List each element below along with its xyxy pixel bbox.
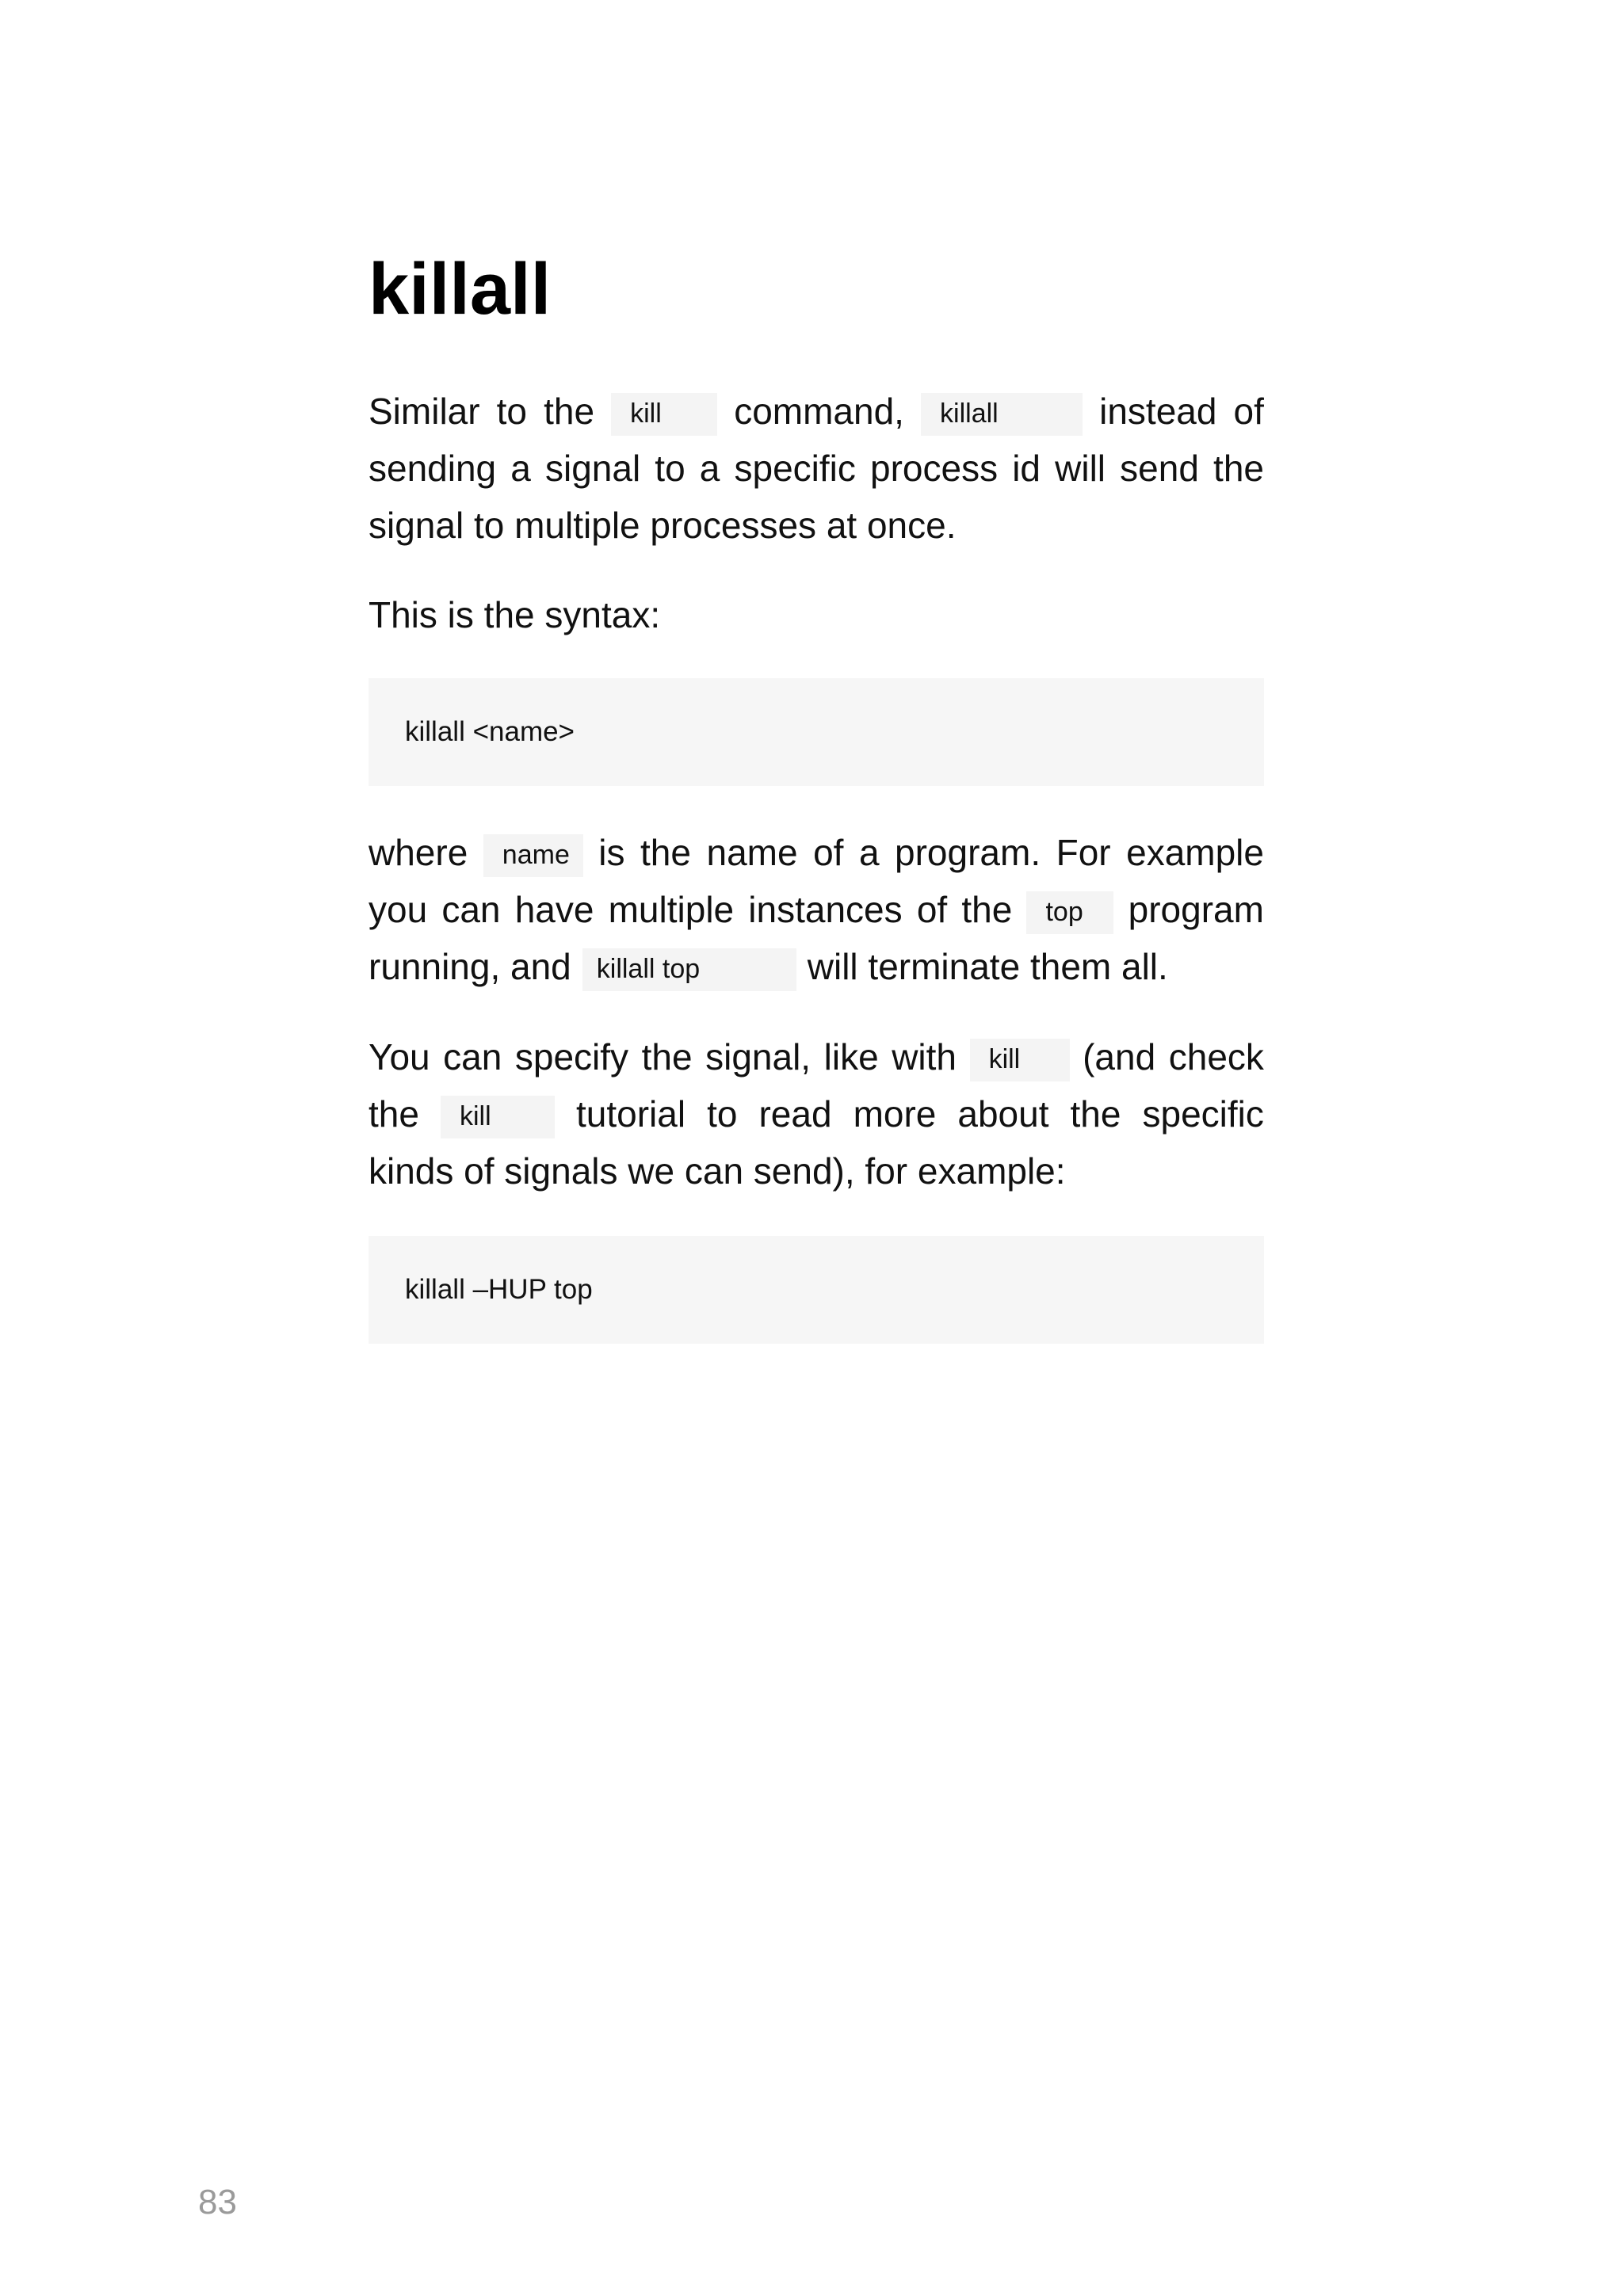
line-text: kinds of signals we can send), for example:	[369, 1150, 1066, 1192]
inline-code-name: name	[483, 834, 583, 877]
word: read	[758, 1093, 832, 1135]
inline-code-killall: killall	[921, 393, 1083, 436]
paragraph-intro	[369, 383, 1264, 554]
word: the	[1070, 1093, 1121, 1135]
word: tutorial	[575, 1093, 686, 1135]
word: specify	[514, 1036, 629, 1077]
word: have	[514, 889, 594, 930]
word: you	[369, 889, 428, 930]
inline-code-kill: kill	[441, 1096, 555, 1138]
paragraph-line	[369, 497, 1264, 554]
paragraph-line	[369, 824, 1264, 881]
inline-code-kill: kill	[970, 1039, 1070, 1081]
word: program	[1128, 889, 1264, 930]
word: name	[706, 832, 798, 873]
word: more	[853, 1093, 937, 1135]
inline-code-kill: kill	[611, 393, 717, 436]
page-number: 83	[198, 2183, 237, 2222]
code-text: killall <name>	[405, 716, 575, 747]
word: running, and	[369, 946, 571, 987]
word: the	[369, 1093, 419, 1135]
paragraph-syntax-intro	[369, 586, 1264, 643]
inline-code-killall-top: killall top	[582, 948, 796, 991]
page-content	[369, 246, 1264, 1305]
code-text: killall –HUP top	[405, 1274, 593, 1305]
word: example	[1126, 832, 1264, 873]
word: command,	[734, 391, 904, 432]
paragraph-signal	[369, 1028, 1264, 1199]
paragraph-line	[369, 938, 1264, 995]
word: check	[1168, 1036, 1264, 1077]
inline-code-top: top	[1026, 891, 1113, 934]
word: like	[823, 1036, 879, 1077]
word: with	[892, 1036, 957, 1077]
word: the	[961, 889, 1013, 930]
word: of	[813, 832, 844, 873]
word: to	[496, 391, 528, 432]
word: instead	[1099, 391, 1217, 432]
code-block-example	[369, 1236, 1264, 1344]
word: the	[641, 1036, 693, 1077]
word: (and	[1083, 1036, 1156, 1077]
line-text: signal to multiple processes at once.	[369, 505, 957, 546]
paragraph-line	[369, 1142, 1264, 1199]
word: the	[544, 391, 595, 432]
word: program.	[895, 832, 1041, 873]
word: For	[1056, 832, 1111, 873]
word: Similar	[369, 391, 480, 432]
word: instances	[748, 889, 903, 930]
word: multiple	[608, 889, 735, 930]
paragraph-line	[369, 1085, 1264, 1142]
word: where	[369, 832, 468, 873]
paragraph-where-name	[369, 824, 1264, 995]
paragraph-line	[369, 586, 1264, 643]
word: will terminate them all.	[807, 946, 1168, 987]
page-title: killall	[369, 249, 552, 330]
line-text: sending a signal to a specific process id will send the	[369, 448, 1264, 489]
word: specific	[1142, 1093, 1264, 1135]
word: to	[707, 1093, 738, 1135]
word: the	[640, 832, 691, 873]
paragraph-line	[369, 440, 1264, 497]
word: can	[443, 1036, 502, 1077]
paragraph-line	[369, 383, 1264, 440]
word: of	[1233, 391, 1264, 432]
word: is	[598, 832, 625, 873]
word: of	[916, 889, 948, 930]
paragraph-line	[369, 881, 1264, 938]
code-block-syntax	[369, 678, 1264, 786]
paragraph-line	[369, 1028, 1264, 1085]
word: a	[858, 832, 880, 873]
word: about	[957, 1093, 1049, 1135]
word: You	[369, 1036, 430, 1077]
line-text: This is the syntax:	[369, 594, 661, 635]
word: signal,	[705, 1036, 812, 1077]
word: can	[441, 889, 501, 930]
